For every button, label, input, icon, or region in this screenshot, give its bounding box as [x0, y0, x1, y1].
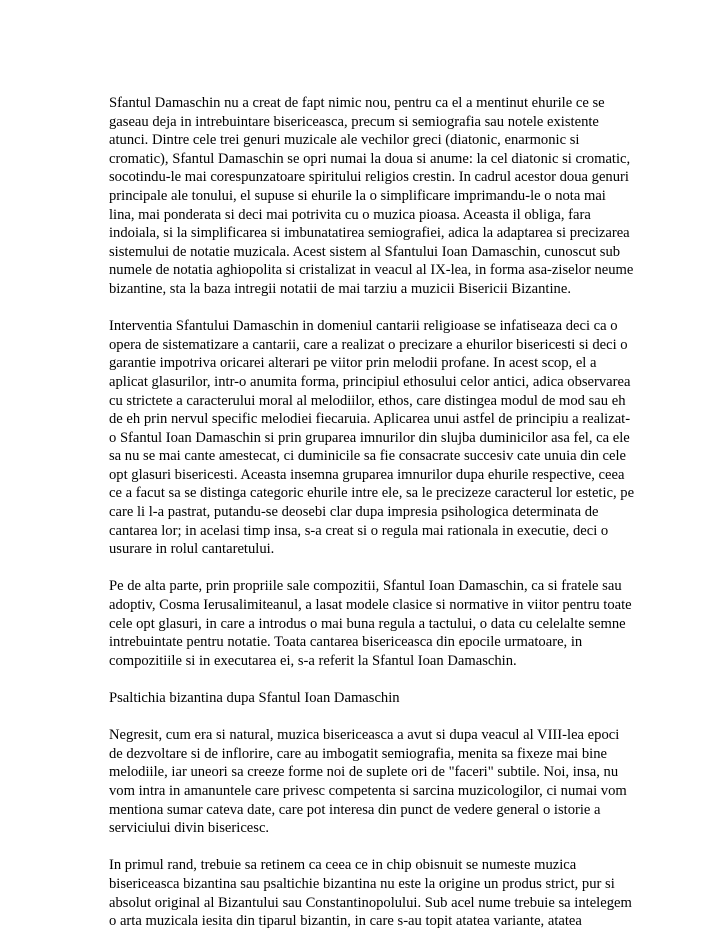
text-line: opt glasuri bisericesti. Aceasta insemna gruparea imnurilor dupa ehurile respective, ceea [109, 466, 625, 483]
section-heading [109, 689, 623, 708]
text-line: cele opt glasuri, in care a introdus o mai buna regula a tactului, o data cu celelalte semne [109, 615, 626, 632]
text-line: o Sfantul Ioan Damaschin si prin gruparea imnurilor din slujba duminicilor asa fel, ca ele [109, 429, 630, 446]
section-heading-text: Psaltichia bizantina dupa Sfantul Ioan Damaschin [109, 690, 400, 706]
text-line: cantarea lor; in acelasi timp insa, s-a creat si o regula mai rationala in executie, deci o [109, 522, 609, 539]
text-line: principale ale tonului, el supuse si ehurile la o simplificare imprimandu-le o nota mai [109, 187, 606, 204]
text-line: absolut original al Bizantului sau Constantinopolului. Sub acel nume trebuie sa intelegem [109, 894, 632, 911]
text-line: lina, mai ponderata si deci mai potrivita cu o muzica pioasa. Aceasta il obliga, fara [109, 206, 591, 223]
text-line: melodiile, iar uneori sa creeze forme noi de suplete ori de "faceri" subtile. Noi, insa, nu [109, 764, 619, 781]
document-page [109, 94, 635, 949]
text-line: mentiona sumar cateva date, care pot interesa din punct de vedere general o istorie a [109, 801, 601, 818]
paragraph-damaschin-intervention [109, 317, 635, 559]
text-line: o arta muzicala iesita din tiparul bizantin, in care s-au topit atatea variante, atatea [109, 913, 582, 930]
text-line: cromatic), Sfantul Damaschin se opri numai la doua si anume: la cel diatonic si cromatic, [109, 150, 631, 167]
text-line: Negresit, cum era si natural, muzica bisericeasca a avut si dupa veacul al VIII-lea epoci [109, 727, 620, 744]
text-line: vom intra in amanuntele care privesc competenta si sarcina muzicologilor, ci numai vom [109, 782, 627, 799]
text-line: compozitiile si in executarea ei, s-a referit la Sfantul Ioan Damaschin. [109, 652, 517, 669]
text-line: Interventia Sfantului Damaschin in domeniul cantarii religioase se infatiseaza deci ca o [109, 318, 618, 335]
text-line: usurare in rolul cantaretului. [109, 541, 275, 558]
text-line: opera de sistematizare a cantarii, care a realizat o precizare a ehurilor bisericesti si deci o [109, 336, 628, 353]
text-line: socotindu-le mai corespunzatoare spiritului religios crestin. In cadrul acestor doua genuri [109, 169, 629, 186]
text-line: bizantine, sta la baza intregii notatii de mai tarziu a muzicii Bisericii Bizantine. [109, 280, 571, 297]
text-line: In primul rand, trebuie sa retinem ca ceea ce in chip obisnuit se numeste muzica [109, 857, 577, 874]
text-line: atunci. Dintre cele trei genuri muzicale ale vechilor greci (diatonic, enarmonic si [109, 132, 580, 149]
paragraph-damaschin-compositions [109, 577, 632, 670]
text-line: serviciului divin bisericesc. [109, 820, 270, 837]
paragraph-after-viii-century [109, 726, 627, 838]
text-line: aplicat glasurilor, intr-o anumita forma, principiul ethosului celor antici, adica observarea [109, 373, 631, 390]
text-line: ce a facut sa se distinga categoric ehurile intre ele, sa le precizeze caracterul lor estetic, pe [109, 485, 635, 502]
text-line: sa nu se mai cante amestecat, ci duminicile sa fie consacrate succesiv cate unuia din cele [109, 448, 627, 465]
text-line: intrebuintate pentru notatie. Toata cantarea bisericeasca din epocile urmatoare, in [109, 634, 583, 651]
text-line: care li l-a pastrat, putandu-se deosebi clar dupa impresia psihologica determinata de [109, 504, 599, 521]
text-line: Pe de alta parte, prin propriile sale compozitii, Sfantul Ioan Damaschin, ca si fratele sau [109, 578, 622, 595]
text-line: Sfantul Damaschin nu a creat de fapt nimic nou, pentru ca el a mentinut ehurile ce se [109, 95, 605, 111]
paragraph-byzantine-origin [109, 856, 632, 930]
paragraph-damaschin-semiography [109, 94, 634, 299]
text-line: numele de notatia aghiopolita si cristalizat in veacul al IX-lea, in forma asa-ziselor neume [109, 262, 634, 279]
text-line: de dezvoltare si de inflorire, care au imbogatit semiografia, menita sa fixeze mai bine [109, 745, 608, 762]
text-line: indoiala, si la simplificarea si imbunatatirea semiografiei, adica la adaptarea si precizarea [109, 225, 630, 242]
text-line: adoptiv, Cosma Ierusalimiteanul, a lasat modele clasice si normative in viitor pentru toate [109, 597, 632, 614]
text-line: cu strictete a caracterului moral al melodiilor, ethos, care distingea modul de mod sau eh [109, 392, 626, 409]
text-line: de eh prin nervul specific melodiei fiecaruia. Aplicarea unui astfel de principiu a realizat- [109, 411, 631, 428]
text-line: sistemului de notatie muzicala. Acest sistem al Sfantului Ioan Damaschin, cunoscut sub [109, 243, 621, 260]
text-line: bisericeasca bizantina sau psaltichie bizantina nu este la origine un produs strict, pur si [109, 875, 615, 892]
text-line: gaseau deja in intrebuintare bisericeasca, precum si semiografia sau notele existente [109, 113, 599, 130]
text-line: garantie impotriva oricarei alterari pe viitor prin melodii profane. In acest scop, el a [109, 355, 597, 372]
